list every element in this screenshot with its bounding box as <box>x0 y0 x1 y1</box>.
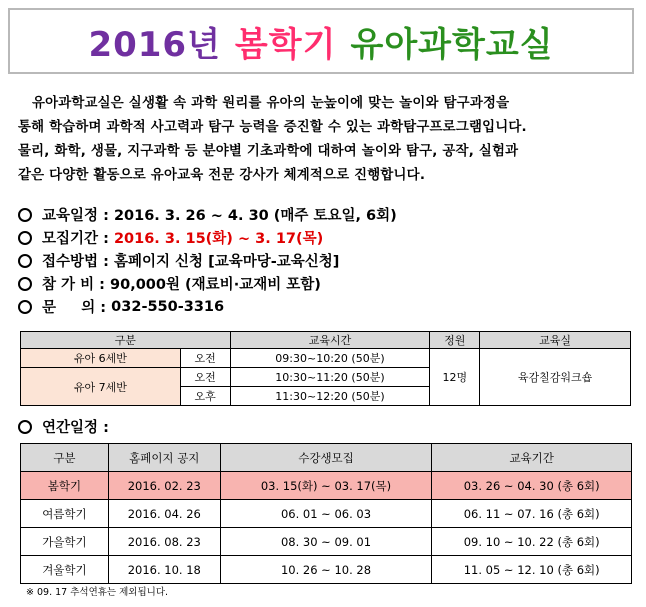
intro-line: 유아과학교실은 실생활 속 과학 원리를 유아의 눈높이에 맞는 놀이와 탐구과정을 <box>32 96 510 111</box>
table-header: 구분 <box>21 444 109 472</box>
title-year: 2016년 <box>88 24 221 65</box>
table-header: 정원 <box>430 332 480 349</box>
intro-line: 같은 다양한 활동으로 유아교육 전문 강사가 체계적으로 진행합니다. <box>18 168 426 183</box>
table-header: 홈페이지 공지 <box>108 444 220 472</box>
intro-line: 물리, 화학, 생물, 지구과학 등 분야별 기초과학에 대하여 놀이와 탐구, 공작, 실험과 <box>18 144 519 159</box>
table-row <box>21 500 632 528</box>
info-label: 참 가 비 : <box>42 277 105 293</box>
class-table <box>20 331 631 406</box>
title-program: 유아과학교실 <box>350 24 554 65</box>
info-value: 2016. 3. 26 ~ 4. 30 (매주 토요일, 6회) <box>113 208 397 224</box>
table-cell: 10. 26 ~ 10. 28 <box>220 556 432 584</box>
info-list <box>14 203 634 318</box>
group-cell: 유아 7세반 <box>21 368 181 406</box>
table-cell: 11. 05 ~ 12. 10 (총 6회) <box>432 556 632 584</box>
title-banner <box>8 8 634 74</box>
table-cell: 03. 26 ~ 04. 30 (총 6회) <box>432 472 632 500</box>
info-value: 90,000원 (재료비·교재비 포함) <box>110 277 321 293</box>
info-contact <box>14 295 634 318</box>
table-row <box>21 528 632 556</box>
table-cell: 가을학기 <box>21 528 109 556</box>
info-label: 교육일정 : <box>42 208 109 224</box>
table-cell: 겨울학기 <box>21 556 109 584</box>
info-schedule <box>14 203 634 226</box>
table-cell: 봄학기 <box>21 472 109 500</box>
info-label: 접수방법 : <box>42 254 109 270</box>
annual-title-text: 연간일정 : <box>42 420 109 436</box>
info-label: 모집기간 : <box>42 231 109 247</box>
table-cell: 06. 01 ~ 06. 03 <box>220 500 432 528</box>
table-header-row <box>21 332 631 349</box>
info-value: 2016. 3. 15(화) ~ 3. 17(목) <box>113 231 324 247</box>
circle-bullet-icon <box>18 208 32 222</box>
table-header: 구분 <box>21 332 231 349</box>
info-value: 홈페이지 신청 [교육마당-교육신청] <box>113 254 340 270</box>
table-header: 교육기간 <box>432 444 632 472</box>
table-cell: 2016. 08. 23 <box>108 528 220 556</box>
intro-paragraph <box>18 92 630 188</box>
info-label: 문 의 : <box>42 300 107 316</box>
footnote: ※ 09. 17 추석연휴는 제외됩니다. <box>26 587 169 598</box>
title-season: 봄학기 <box>234 24 337 65</box>
table-row <box>21 472 632 500</box>
table-cell: 06. 11 ~ 07. 16 (총 6회) <box>432 500 632 528</box>
session-cell: 오후 <box>180 387 230 406</box>
time-cell: 10:30~11:20 (50분) <box>230 368 430 387</box>
info-method <box>14 249 634 272</box>
table-row <box>21 556 632 584</box>
time-cell: 09:30~10:20 (50분) <box>230 349 430 368</box>
table-header-row <box>21 444 632 472</box>
intro-line: 통해 학습하며 과학적 사고력과 탐구 능력을 증진할 수 있는 과학탐구프로그램입니다. <box>18 120 527 135</box>
table-row <box>21 349 631 368</box>
table-cell: 2016. 04. 26 <box>108 500 220 528</box>
circle-bullet-icon <box>18 277 32 291</box>
circle-bullet-icon <box>18 254 32 268</box>
circle-bullet-icon <box>18 231 32 245</box>
session-cell: 오전 <box>180 368 230 387</box>
table-header: 교육실 <box>480 332 631 349</box>
table-cell: 여름학기 <box>21 500 109 528</box>
table-cell: 2016. 10. 18 <box>108 556 220 584</box>
time-cell: 11:30~12:20 (50분) <box>230 387 430 406</box>
capacity-cell: 12명 <box>430 349 480 406</box>
table-cell: 08. 30 ~ 09. 01 <box>220 528 432 556</box>
info-recruit <box>14 226 634 249</box>
info-fee <box>14 272 634 295</box>
info-value: 032-550-3316 <box>111 298 225 315</box>
table-cell: 2016. 02. 23 <box>108 472 220 500</box>
room-cell: 육감칠감워크숍 <box>480 349 631 406</box>
group-cell: 유아 6세반 <box>21 349 181 368</box>
circle-bullet-icon <box>18 300 32 314</box>
annual-title <box>14 416 109 437</box>
table-cell: 03. 15(화) ~ 03. 17(목) <box>220 472 432 500</box>
annual-table <box>20 443 632 584</box>
session-cell: 오전 <box>180 349 230 368</box>
table-header: 수강생모집 <box>220 444 432 472</box>
table-cell: 09. 10 ~ 10. 22 (총 6회) <box>432 528 632 556</box>
table-header: 교육시간 <box>230 332 430 349</box>
circle-bullet-icon <box>18 420 32 434</box>
